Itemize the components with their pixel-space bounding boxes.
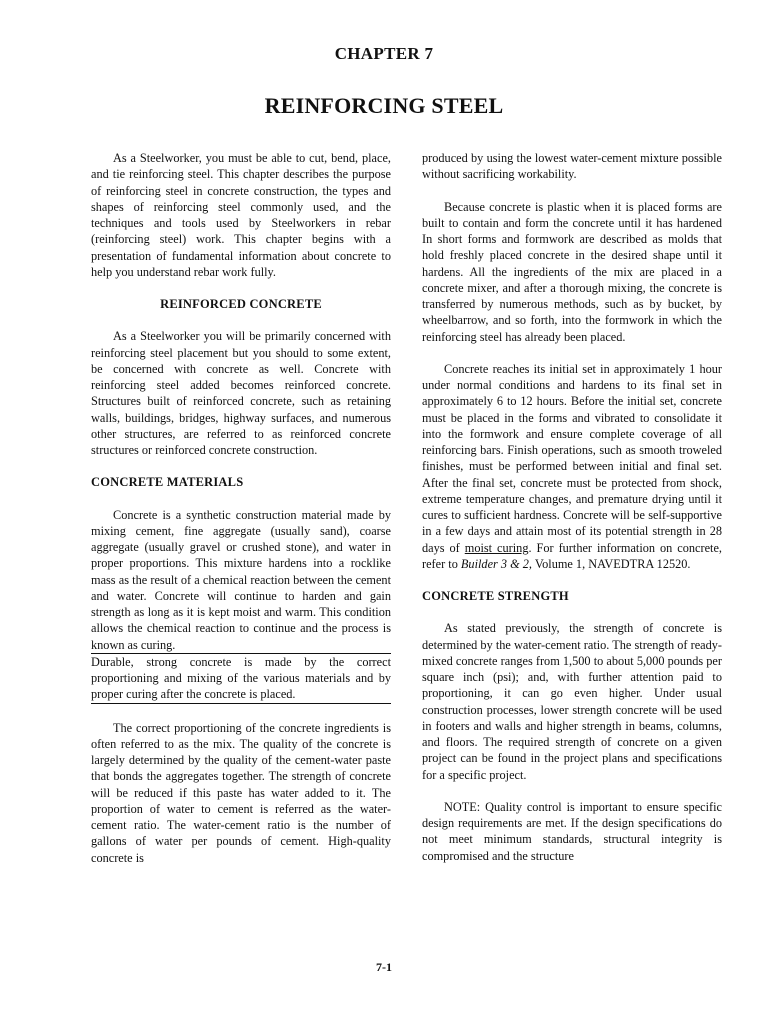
materials-text: Concrete is a synthetic construction material made by mixing cement, fine aggregate (usually sand), coarse aggregate (usually gravel or crushed stone), and water in proper proportions. This mixture hardens into a rocklike mass as the result of a chemical reaction between the cement and water. Concrete will continue to harden and gain strength as long as it is kept moist and warm. This condition allows the chemical reaction to continue and the process is known as curing. <box>91 507 391 652</box>
set-text-b: . For further information on concrete, refer to <box>422 540 723 571</box>
chapter-label: CHAPTER 7 <box>334 44 434 63</box>
strength-paragraph: As stated previously, the strength of concrete is determined by the water-cement ratio. The strength of ready-mixed concrete ranges from 1,500 to about 5,000 pounds per square inch (psi); and, with further attention paid to proportioning, it can go even higher. Under usual construction processes, lower strength concrete will be used in footers and walls and higher strength in beams, columns, and floors. The required strength of concrete on a given project can be found in the project plans and specifications for a specific project. <box>422 621 722 782</box>
page-title: REINFORCING STEEL <box>264 93 504 118</box>
intro-paragraph: As a Steelworker, you must be able to cut, bend, place, and tie reinforcing steel. This chapter describes the purpose of reinforcing steel in concrete construction, the types and shapes of reinforcing steel commonly used, and the techniques and tools used by Steelworkers in rebar (reinforcing steel) work. This chapter begins with a presentation of fundamental information about concrete to help you understand rebar work fully. <box>91 151 391 279</box>
set-paragraph <box>422 361 722 572</box>
note-paragraph: NOTE: Quality control is important to ensure specific design requirements are met. If the design specifications do not meet minimum standards, structural integrity is compromised and the structure <box>422 799 722 863</box>
page-number: 7-1 <box>376 960 392 974</box>
reinforced-concrete-paragraph: As a Steelworker you will be primarily concerned with reinforcing steel placement but you should to some extent, be concerned with concrete as well. Concrete with reinforcing steel added becomes reinforced concrete. Structures built of reinforced concrete, such as retaining walls, buildings, bridges, highway surfaces, and numerous other structures, are referred to as reinforced concrete structures or reinforced concrete construction. <box>91 329 391 457</box>
plastic-paragraph: Because concrete is plastic when it is placed forms are built to contain and form the concrete until it has hardened In short forms and formwork are described as molds that hold freshly placed concrete in the desired shape until it hardens. All the ingredients of the mix are placed in a concrete mixer, and after a thorough mixing, the concrete is transferred by numerous methods, such as by bucket, by wheelbarrow, and so forth, into the formwork in which the reinforcing steel has already been placed. <box>422 199 722 344</box>
set-text-c: Volume 1, NAVEDTRA 12520. <box>534 556 691 571</box>
set-text-a: Concrete reaches its initial set in approximately 1 hour under normal conditions and hardens to its final set in approximately 6 to 12 hours. Before the initial set, concrete must be placed in the forms and vibrated to consolidate it into the formwork and ensure complete coverage of all reinforcing bars. Finish operations, such as smooth troweled finishes, must be performed between initial and final set. After the final set, concrete must be protected from shock, extreme temperature changes, and premature drying until it cures to sufficient hardness. Concrete will be self-supportive in a few days and attain most of its potential strength in 28 days of <box>422 361 722 555</box>
builder-reference: Builder 3 & 2, <box>460 556 532 571</box>
concrete-materials-paragraph <box>91 507 391 704</box>
right-column <box>422 150 722 880</box>
reinforced-concrete-heading: REINFORCED CONCRETE <box>160 297 322 311</box>
concrete-strength-heading: CONCRETE STRENGTH <box>422 589 569 603</box>
concrete-materials-heading: CONCRETE MATERIALS <box>91 475 244 490</box>
left-column <box>91 150 391 882</box>
moist-curing-text: moist curing <box>464 540 529 555</box>
continued-paragraph: produced by using the lowest water-cement mixture possible without sacrificing workability. <box>422 151 722 182</box>
materials-underlined-text: Durable, strong concrete is made by the correct proportioning and mixing of the various materials and by proper curing after the concrete is placed. <box>91 653 391 704</box>
mix-paragraph: The correct proportioning of the concrete ingredients is often referred to as the mix. The quality of the concrete is largely determined by the quality of the cement-water paste that bonds the aggregates together. The strength of concrete will be reduced if this paste has water added to it. The proportion of water to cement is referred as the water-cement ratio. The water-cement ratio is the number of gallons of water per pounds of cement. High-quality concrete is <box>91 720 391 865</box>
